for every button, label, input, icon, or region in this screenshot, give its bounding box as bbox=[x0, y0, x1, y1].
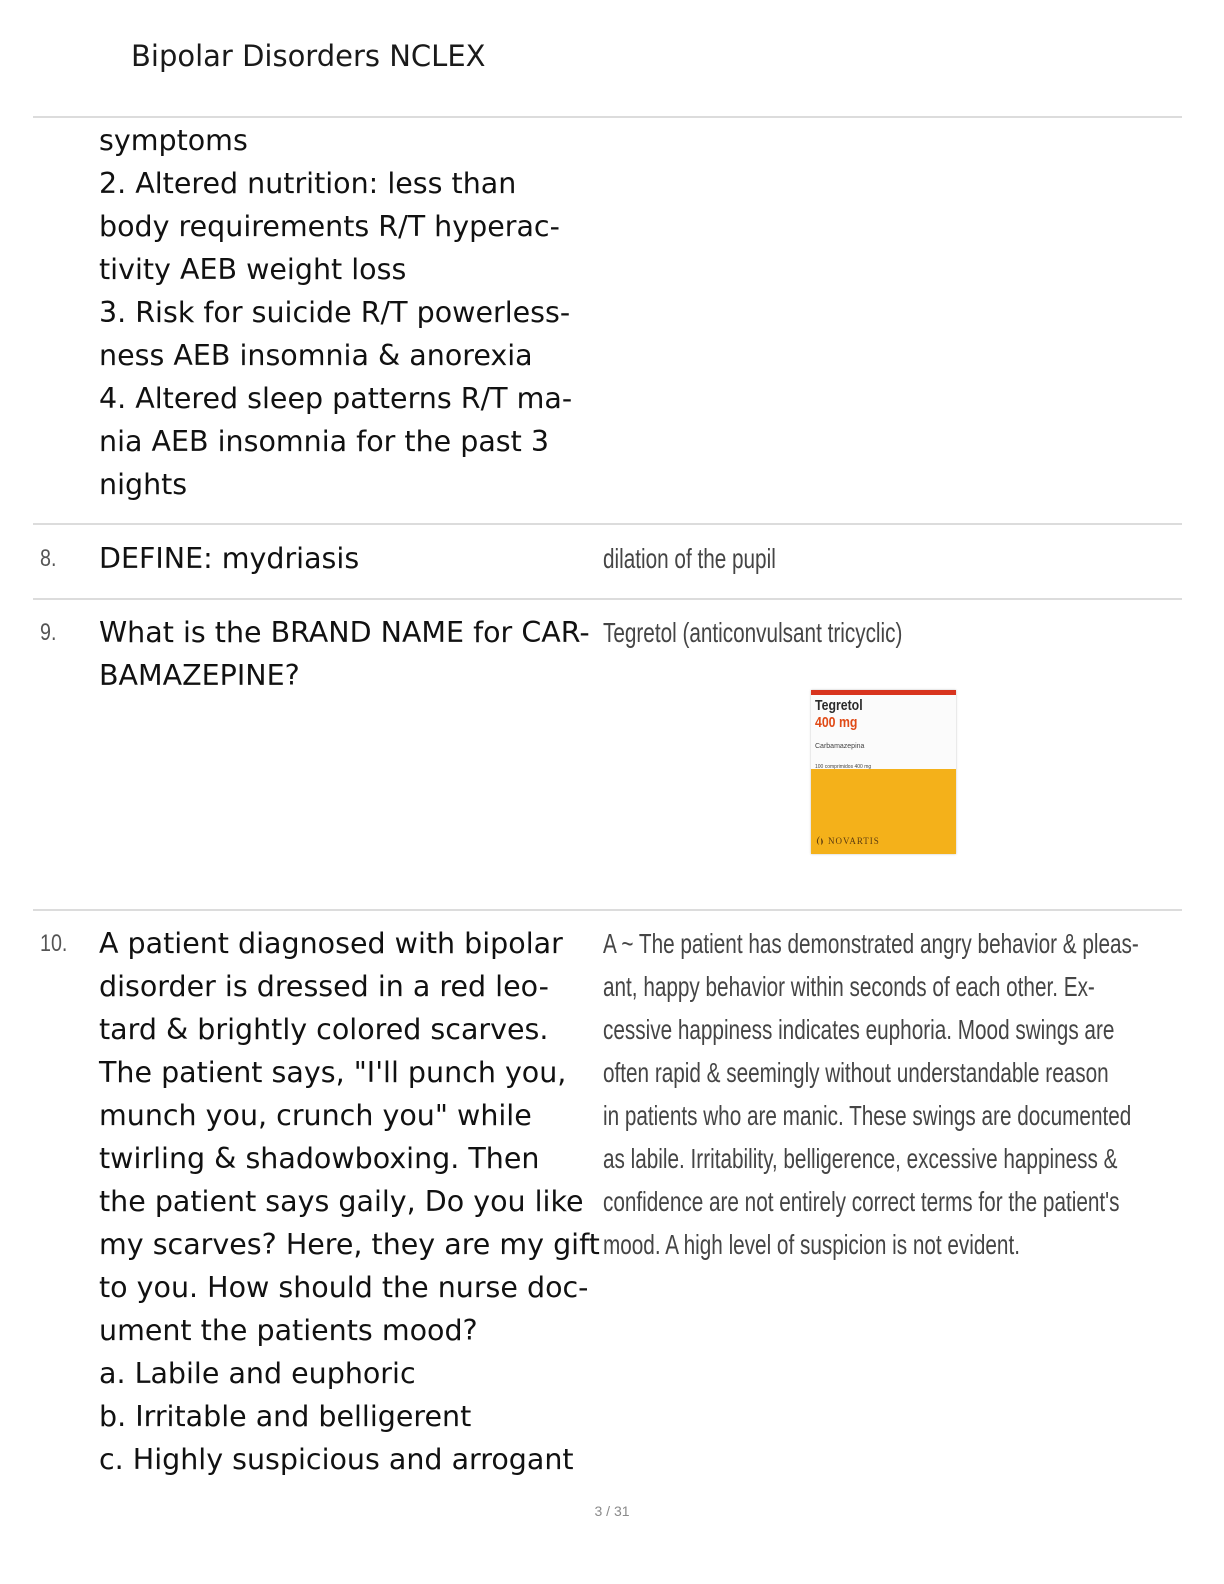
question-text bbox=[99, 922, 599, 1481]
question-option: a. Labile and euphoric bbox=[99, 1357, 416, 1390]
question-line: 2. Altered nutrition: less than bbox=[99, 167, 517, 200]
answer-line: as labile. Irritability, belligerence, excessive happiness & bbox=[603, 1143, 1118, 1174]
answer-text bbox=[603, 537, 1032, 580]
question-text bbox=[99, 537, 599, 580]
card-divider bbox=[33, 598, 1182, 600]
card-number: 8. bbox=[40, 545, 57, 572]
header-divider bbox=[33, 116, 1182, 118]
question-line: The patient says, "I'll punch you, bbox=[99, 1056, 567, 1089]
question-text bbox=[99, 611, 599, 697]
answer-line: confidence are not entirely correct terms for the patient's bbox=[603, 1186, 1120, 1217]
answer-line: Tegretol (anticonvulsant tricyclic) bbox=[603, 617, 903, 648]
medication-box-image bbox=[811, 690, 956, 854]
answer-line: often rapid & seemingly without understandable reason bbox=[603, 1057, 1109, 1088]
card-number: 10. bbox=[40, 930, 68, 957]
question-line: munch you, crunch you" while bbox=[99, 1099, 532, 1132]
question-line: the patient says gaily, Do you like bbox=[99, 1185, 584, 1218]
question-line: ness AEB insomnia & anorexia bbox=[99, 339, 533, 372]
question-line: tivity AEB weight loss bbox=[99, 253, 407, 286]
box-generic-name: Carbamazepina bbox=[815, 743, 865, 750]
question-line: BAMAZEPINE? bbox=[99, 659, 300, 692]
card-number: 9. bbox=[40, 619, 57, 646]
answer-line: cessive happiness indicates euphoria. Mood swings are bbox=[603, 1014, 1115, 1045]
answer-line: A ~ The patient has demonstrated angry behavior & pleas- bbox=[603, 928, 1139, 959]
question-line: disorder is dressed in a red leo- bbox=[99, 970, 549, 1003]
box-maker bbox=[815, 835, 880, 846]
card-divider bbox=[33, 909, 1182, 911]
question-line: tard & brightly colored scarves. bbox=[99, 1013, 549, 1046]
question-line: to you. How should the nurse doc- bbox=[99, 1271, 589, 1304]
answer-text bbox=[603, 611, 1032, 654]
answer-text bbox=[603, 922, 1139, 1266]
question-line: What is the BRAND NAME for CAR- bbox=[99, 616, 590, 649]
question-line: nia AEB insomnia for the past 3 bbox=[99, 425, 550, 458]
question-option: b. Irritable and belligerent bbox=[99, 1400, 472, 1433]
page-number: 3 / 31 bbox=[594, 1503, 630, 1519]
box-maker-name: NOVARTIS bbox=[828, 835, 880, 846]
question-line: 4. Altered sleep patterns R/T ma- bbox=[99, 382, 573, 415]
novartis-flame-icon bbox=[815, 835, 825, 846]
answer-line: mood. A high level of suspicion is not evident. bbox=[603, 1229, 1020, 1260]
question-line: my scarves? Here, they are my gift bbox=[99, 1228, 600, 1261]
box-brand-name: Tegretol bbox=[815, 697, 863, 714]
question-line: symptoms bbox=[99, 124, 248, 157]
question-line: 3. Risk for suicide R/T powerless- bbox=[99, 296, 571, 329]
question-line: DEFINE: mydriasis bbox=[99, 542, 360, 575]
answer-line: dilation of the pupil bbox=[603, 543, 776, 574]
card-divider bbox=[33, 523, 1182, 525]
question-option: c. Highly suspicious and arrogant bbox=[99, 1443, 574, 1476]
question-line: body requirements R/T hyperac- bbox=[99, 210, 560, 243]
answer-line: in patients who are manic. These swings are documented bbox=[603, 1100, 1132, 1131]
box-count: 100 comprimidos 400 mg bbox=[815, 764, 872, 770]
box-dose: 400 mg bbox=[815, 714, 858, 731]
question-line: ument the patients mood? bbox=[99, 1314, 478, 1347]
question-line: twirling & shadowboxing. Then bbox=[99, 1142, 540, 1175]
question-line: nights bbox=[99, 468, 188, 501]
question-line: A patient diagnosed with bipolar bbox=[99, 927, 563, 960]
page-title: Bipolar Disorders NCLEX bbox=[131, 39, 486, 73]
answer-line: ant, happy behavior within seconds of each other. Ex- bbox=[603, 971, 1095, 1002]
question-text bbox=[99, 119, 599, 506]
